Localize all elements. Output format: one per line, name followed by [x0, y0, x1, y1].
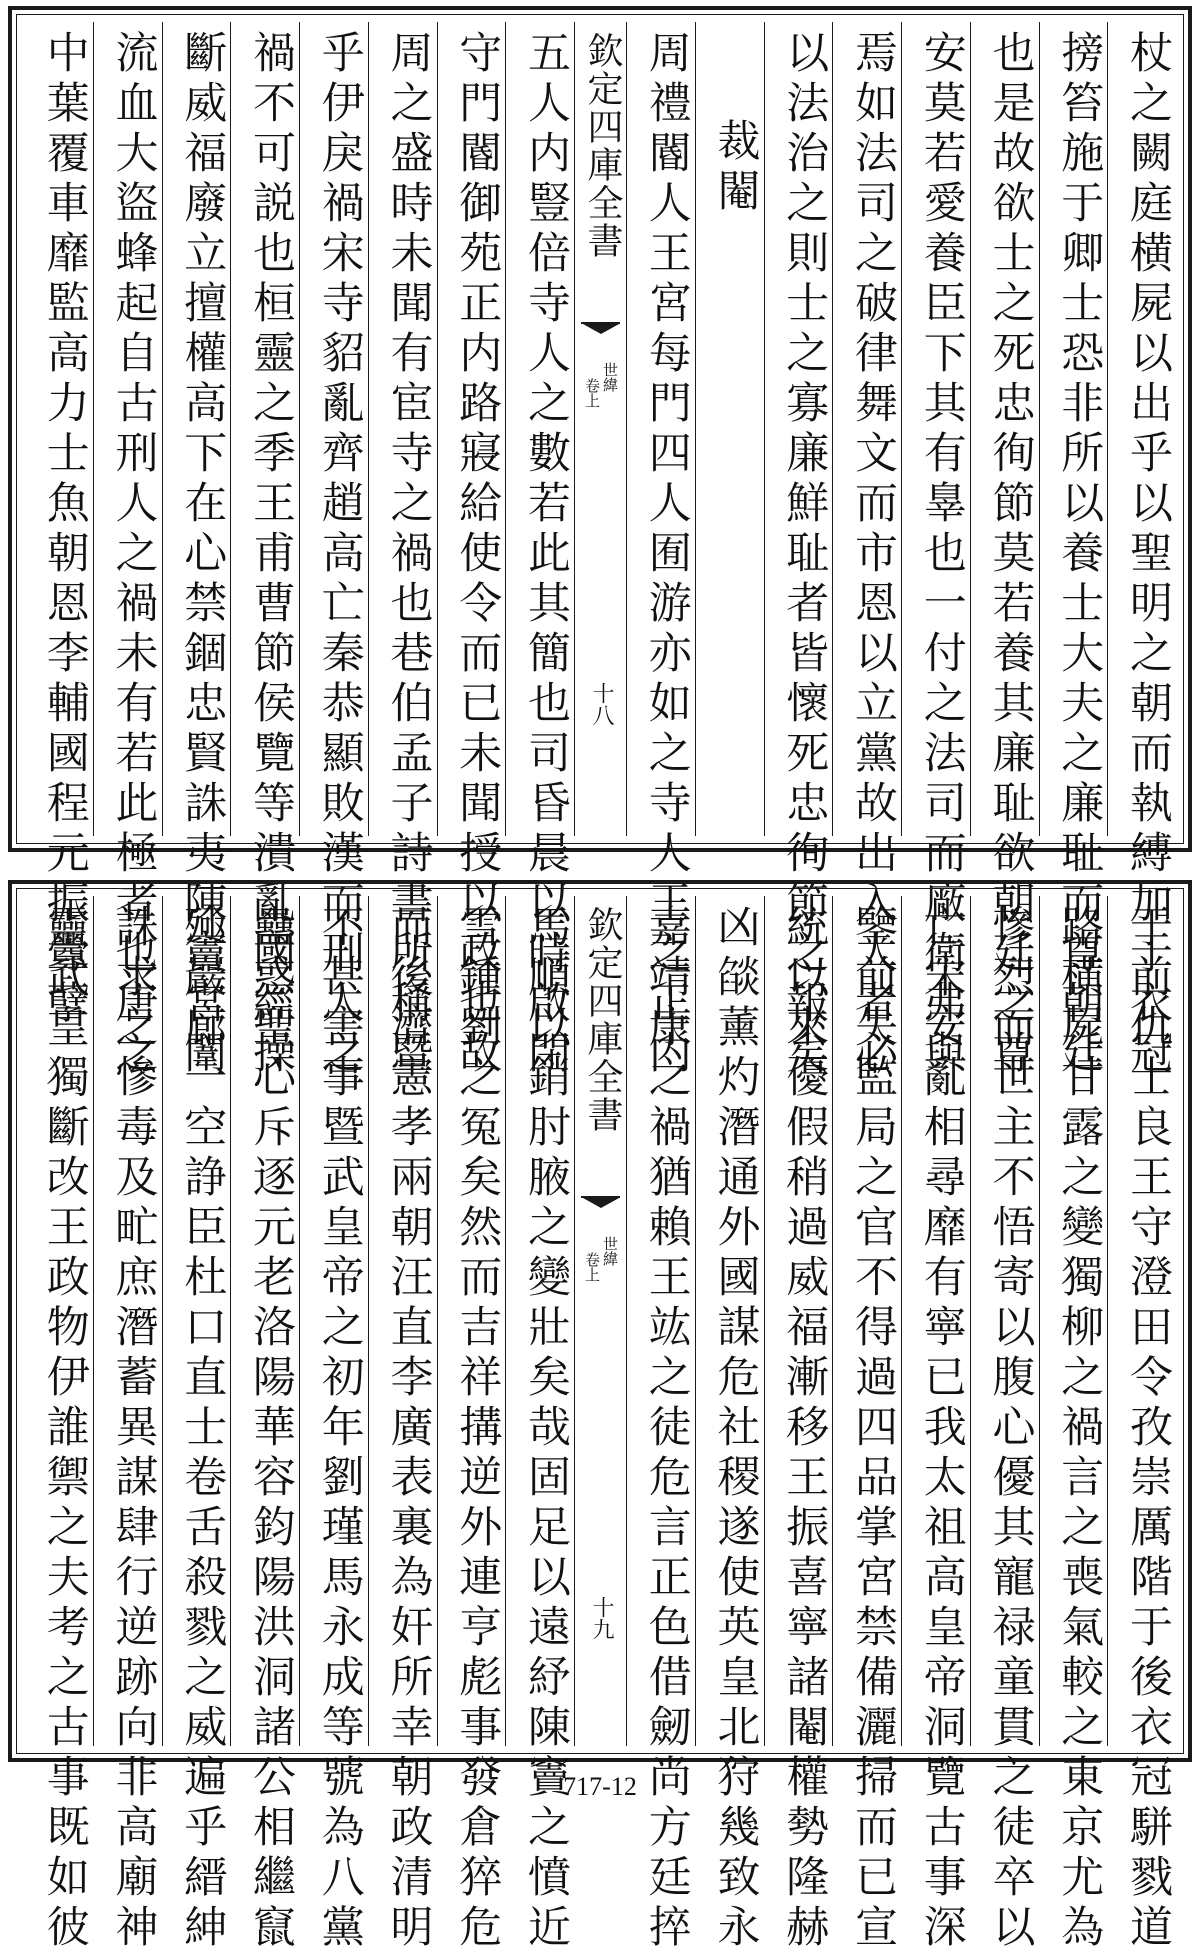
column-text: 也是故欲士之死忠徇節莫若養其廉耻欲朝廷之尊	[985, 30, 1036, 1080]
band-page-number: 十九	[589, 1596, 614, 1640]
fish-tail-mark-icon	[581, 1196, 620, 1212]
text-column	[162, 896, 231, 1954]
text-column	[505, 22, 574, 1080]
column-text: 統以來優假稍過威福漸移王振喜寧諸閹權勢隆赫	[779, 904, 830, 1954]
column-text: 中葉覆車靡監高力士魚朝恩李輔國程元振釁孽	[39, 30, 90, 1030]
column-text: 搒笞施于卿士恐非所以養士大夫之廉耻而尊朝廷	[1054, 30, 1105, 1080]
text-column	[299, 896, 368, 1954]
band-page-number: 十八	[589, 682, 614, 726]
text-column	[1039, 22, 1108, 1080]
text-column	[437, 896, 506, 1954]
column-text: 流血大盜蜂起自古刑人之禍未有若此極者也唐之	[108, 30, 159, 1080]
top-columns	[24, 22, 1176, 1080]
column-text: 殛巖廊一空諍臣杜口直士卷舌殺戮之威遍乎縉紳	[177, 904, 228, 1954]
band-book-label: 卷上	[583, 1252, 601, 1282]
band-title: 欽定四庫全書	[582, 32, 623, 260]
column-text: 焉如法司之破律舞文而市恩以立黨故出入人者必	[848, 30, 898, 1080]
text-column	[695, 22, 764, 836]
band-title: 欽定四庫全書	[582, 906, 623, 1134]
text-column	[626, 22, 695, 1080]
column-text: 杖之闕庭横屍以出乎以聖明之朝而執縛加于衣冠	[1123, 30, 1173, 1080]
text-column	[368, 22, 437, 1080]
band-book-label: 世緯	[601, 1236, 619, 1266]
text-column	[230, 896, 299, 1954]
column-text: 雪鍾劉之冤矣然而吉祥搆逆外連亨彪事發倉猝危	[452, 904, 503, 1954]
text-column	[764, 22, 833, 1080]
column-text: 斷威福廢立擅權高下在心禁錮忠賢誅夷陳竇宮闈	[177, 30, 228, 1080]
column-text: 嘉靖康之禍猶賴王竑之徒危言正色借劒尚方廷捽	[641, 904, 692, 1954]
text-column	[901, 22, 970, 1080]
column-text: 五人内豎倍寺人之數若此其簡也司昏晨以時啟閉	[521, 30, 571, 1080]
text-column	[93, 896, 162, 1954]
text-column	[901, 896, 970, 1954]
text-column	[24, 896, 93, 1954]
column-text: 而後濟憲孝兩朝汪直李廣表裏為奸所幸朝政清明	[383, 904, 434, 1954]
text-column	[1107, 896, 1176, 1954]
column-text: 誅求之慘毒及甿庶潛蓄異謀肆行逆跡向非高廟神	[108, 904, 159, 1954]
center-band	[574, 22, 626, 836]
column-text: 路横屍甘露之變獨柳之禍言之喪氣較之東京尤為	[1054, 904, 1105, 1954]
column-text: 裁閹	[710, 118, 761, 218]
text-column	[970, 896, 1039, 1954]
text-column	[93, 22, 162, 1080]
column-text: 周之盛時未聞有宦寺之禍也巷伯孟子詩書所稱暨	[383, 30, 434, 1080]
column-text: 周禮閽人王宮每門四人囿游亦如之寺人王之正内	[641, 30, 692, 1080]
text-column	[437, 22, 506, 1080]
column-text: 馬順以銷肘腋之變壯矣哉固足以遠紓陳竇之憤近	[521, 904, 571, 1954]
text-column	[299, 22, 368, 1080]
column-text: 于前仇士良王守澄田令孜崇厲階于後衣冠駢戮道	[1123, 904, 1173, 1954]
column-text: 蠱惑聖心斥逐元老洛陽華容鈞陽洪洞諸公相繼竄	[246, 904, 296, 1954]
column-text: 凶燄薰灼潛通外國謀危社稷遂使英皇北狩幾致永	[710, 904, 761, 1954]
top-page	[8, 6, 1192, 1080]
band-book-label: 世緯	[601, 362, 619, 392]
text-column	[970, 22, 1039, 1080]
center-band	[574, 896, 626, 1746]
text-column	[24, 22, 93, 1030]
column-text: 禍不可説也桓靈之季王甫曹節侯覽等潰亂國經操	[246, 30, 296, 1080]
text-column	[1039, 896, 1108, 1954]
page-number: 717-12	[563, 1772, 637, 1801]
text-column	[832, 22, 901, 1080]
column-text: 慘烈而世主不悟寄以腹心優其寵禄童貫之徒卒以	[985, 904, 1036, 1954]
text-column	[832, 896, 901, 1954]
text-column	[505, 896, 574, 1954]
column-text: 以法治之則士之寡廉鮮耻者皆懷死忠徇節之報矣	[779, 30, 830, 1080]
column-text: 鑒前失監局之官不得過四品掌宮禁備灑掃而已宣	[848, 904, 898, 1954]
text-column	[764, 896, 833, 1954]
text-column	[695, 896, 764, 1954]
text-column	[626, 896, 695, 1954]
column-text: 亡宋安亂相尋靡有寧已我太祖高皇帝洞覽古事深	[916, 904, 967, 1954]
text-column	[162, 22, 231, 1080]
column-text: 靈武皇獨斷改王政物伊誰禦之夫考之古事既如彼	[39, 904, 90, 1954]
fish-tail-mark-icon	[581, 322, 620, 338]
text-column	[368, 896, 437, 1954]
text-column	[230, 22, 299, 1080]
column-text: 安莫若愛養臣下其有辠也一付之法司而廠衛弗與	[916, 30, 967, 1080]
band-book-label: 卷上	[583, 378, 601, 408]
text-column	[1107, 22, 1176, 1080]
column-text: 不甚害事暨武皇帝之初年劉瑾馬永成等號為八黨	[314, 904, 365, 1954]
column-text: 乎伊戾禍宋寺貂亂齊趙高亡秦恭顯敗漢而刑人之	[314, 30, 365, 1080]
column-text: 守門閽御苑正内路寢給使令而已未聞授以政也故	[452, 30, 503, 1080]
